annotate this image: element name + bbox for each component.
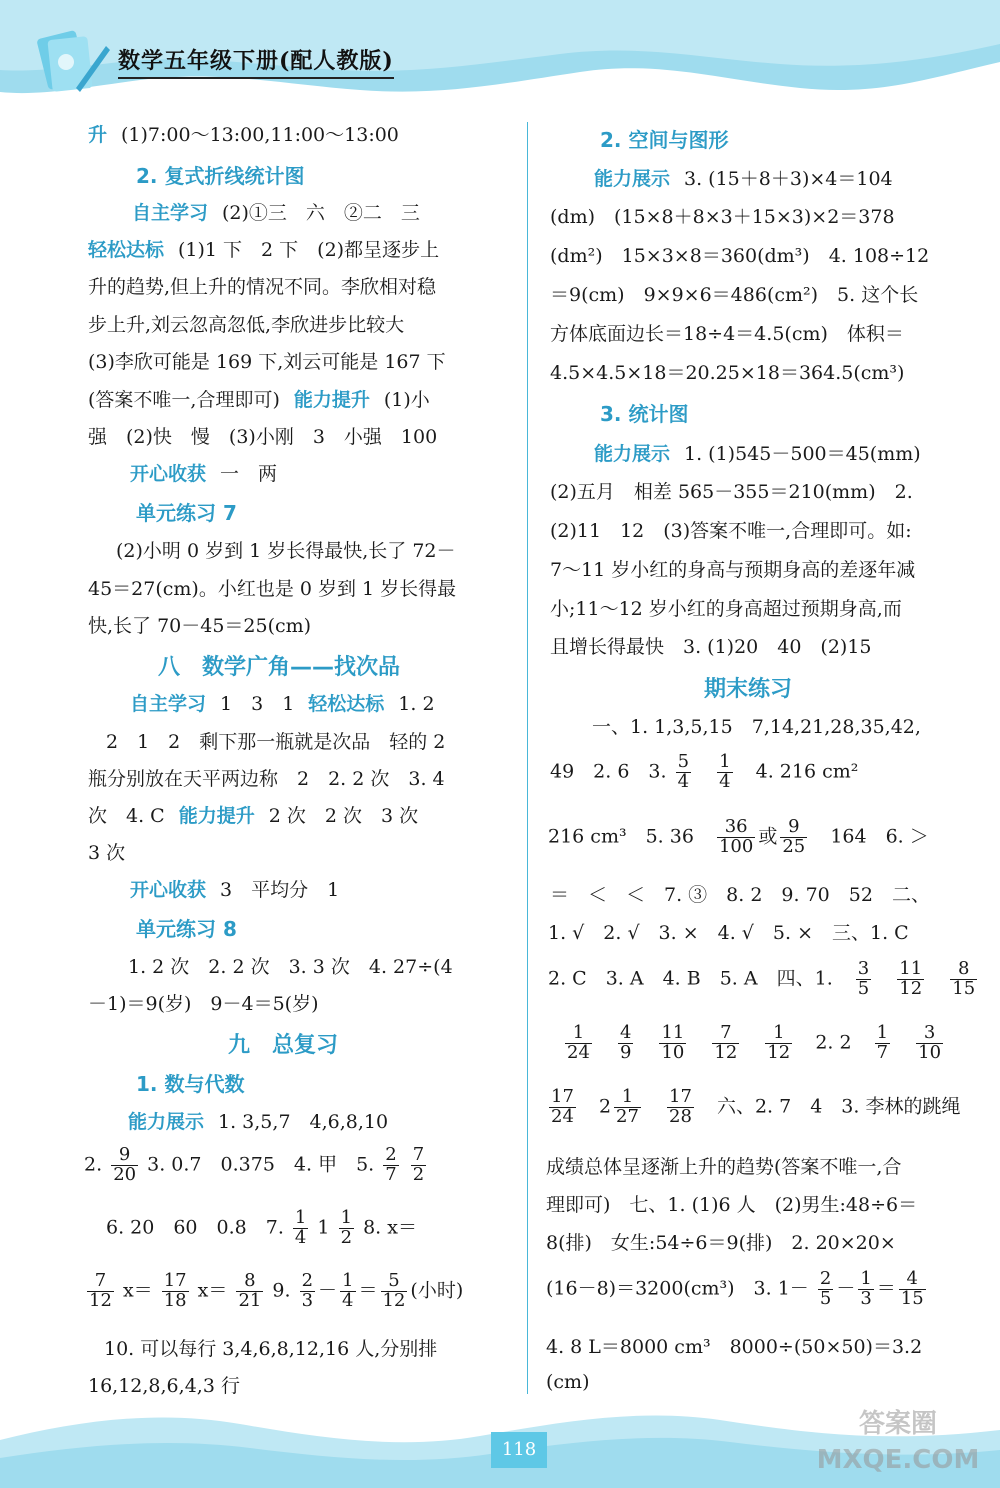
answer-line: 8(排) 女生:54÷6＝9(排) 2. 20×20× (546, 1232, 896, 1254)
answer-line: 6. 20 60 0.8 7. $\frac{1}{4}$ 1 $\frac{1}{2}$ 8. x＝ (106, 1207, 417, 1248)
answer-line: 轻松达标 (1)1 下 2 下 (2)都呈逐步上 (88, 239, 440, 261)
answer-line: 小;11～12 岁小红的身高超过预期身高,而 (550, 598, 902, 620)
column-divider (527, 122, 528, 1394)
answer-line: (2)五月 相差 565－355＝210(mm) 2. (550, 481, 913, 503)
fraction: $\frac{4}{15}$ (900, 1268, 924, 1309)
answer-line: 7～11 岁小红的身高与预期身高的差逐年减 (550, 559, 916, 581)
answer-line: －1)＝9(岁) 9－4＝5(岁) (88, 993, 319, 1015)
answer-line: (2)11 12 (3)答案不唯一,合理即可。如: (550, 520, 912, 542)
answer-line: 49 2. 6 3. $\frac{5}{4}$ $\frac{1}{4}$ 4. 216 cm² (550, 751, 859, 792)
answer-line: $\frac{17}{24}$ 2 $\frac{1}{27}$ $\frac{17}{28}$ 六、2. 7 4 3. 李林的跳绳 (551, 1086, 961, 1127)
section-heading: 2. 复式折线统计图 (136, 164, 305, 188)
answer-line: 45＝27(cm)。小红也是 0 岁到 1 岁长得最 (88, 578, 457, 600)
answer-line: 步上升,刘云忽高忽低,李欣进步比较大 (88, 314, 405, 336)
fraction: $\frac{2}{3}$ (301, 1270, 314, 1311)
answer-line: 16,12,8,6,4,3 行 (88, 1375, 240, 1397)
answer-line: 1. 2 次 2. 2 次 3. 3 次 4. 27÷(4 (128, 956, 453, 978)
book-logo-icon (36, 26, 112, 98)
fraction: $\frac{1}{2}$ (340, 1207, 353, 1248)
answer-line: 快,长了 70－45＝25(cm) (88, 615, 312, 637)
answer-line: 瓶分别放在天平两边称 2 2. 2 次 3. 4 (88, 768, 445, 790)
answer-line: (dm²) 15×3×8＝360(dm³) 4. 108÷12 (550, 245, 930, 267)
answer-line: 方体底面边长＝18÷4＝4.5(cm) 体积＝ (550, 323, 904, 345)
section-heading: 3. 统计图 (600, 402, 689, 426)
fraction: $\frac{9}{20}$ (113, 1144, 137, 1185)
answer-line: (dm) (15×8＋8×3＋15×3)×2＝378 (550, 206, 895, 228)
answer-line: 成绩总体呈逐渐上升的趋势(答案不唯一,合 (546, 1156, 902, 1178)
fraction: $\frac{2}{7}$ (385, 1144, 397, 1185)
fraction: $\frac{8}{21}$ (238, 1270, 262, 1311)
answer-line: $\frac{7}{12}$ x＝ $\frac{17}{18}$ x＝ $\frac{8}{21}$ 9. $\frac{2}{3}$ － $\frac{1}{4}$ ＝ $\frac{5}{12}$ (小时) (89, 1270, 464, 1311)
answer-line: (cm) (546, 1371, 590, 1393)
fraction: $\frac{36}{100}$ (718, 816, 754, 857)
answer-line: 升的趋势,但上升的情况不同。李欣相对稳 (88, 276, 437, 298)
answer-line: 开心收获 3 平均分 1 (130, 879, 340, 901)
section-heading: 1. 数与代数 (136, 1072, 245, 1096)
section-heading: 单元练习 8 (136, 917, 237, 941)
answer-line: 3 次 (88, 842, 126, 864)
fraction: $\frac{7}{2}$ (412, 1144, 425, 1185)
answer-line: 且增长得最快 3. (1)20 40 (2)15 (550, 636, 872, 658)
fraction: $\frac{2}{5}$ (819, 1268, 832, 1309)
answer-line: $\frac{1}{24}$ $\frac{4}{9}$ $\frac{11}{10}$ $\frac{7}{12}$ $\frac{1}{12}$ 2. 2 $\frac{1}{7}$ $\frac{3}{10}$ (567, 1022, 942, 1063)
fraction: $\frac{9}{25}$ (782, 816, 806, 857)
fraction: $\frac{1}{4}$ (342, 1270, 354, 1311)
answer-line: 自主学习 (2)①三 六 ②二 三 (132, 202, 420, 224)
page-number: 118 (491, 1432, 547, 1468)
answer-line: 能力展示 1. (1)545－500＝45(mm) (594, 443, 921, 465)
answer-line: 强 (2)快 慢 (3)小刚 3 小强 100 (88, 426, 438, 448)
answer-line: 开心收获 一 两 (130, 463, 278, 485)
answer-line: 4.5×4.5×18＝20.25×18＝364.5(cm³) (550, 362, 905, 384)
fraction: $\frac{17}{18}$ (163, 1270, 187, 1311)
section-heading: 单元练习 7 (136, 501, 237, 525)
answer-line: 2. C 3. A 4. B 5. A 四、1. $\frac{3}{5}$ $\frac{11}{12}$ $\frac{8}{15}$ (548, 958, 976, 999)
section-heading: 2. 空间与图形 (600, 128, 729, 152)
fraction: $\frac{1}{24}$ (567, 1022, 590, 1063)
chapter-heading: 八 数学广角——找次品 (158, 655, 401, 680)
answer-line: 理即可) 七、1. (1)6 人 (2)男生:48÷6＝ (546, 1194, 918, 1216)
fraction: $\frac{4}{9}$ (619, 1022, 632, 1063)
fraction: $\frac{17}{28}$ (669, 1086, 692, 1127)
answer-line: (16－8)＝3200(cm³) 3. 1－ $\frac{2}{5}$ － $\frac{1}{3}$ ＝ $\frac{4}{15}$ (546, 1268, 924, 1309)
answer-line: 1. √ 2. √ 3. × 4. √ 5. × 三、1. C (548, 922, 909, 944)
answer-line: (2)小明 0 岁到 1 岁长得最快,长了 72－ (116, 540, 456, 562)
answer-line: 10. 可以每行 3,4,6,8,12,16 人,分别排 (104, 1338, 438, 1360)
answer-line: 能力展示 1. 3,5,7 4,6,8,10 (128, 1111, 389, 1133)
fraction: $\frac{5}{4}$ (677, 751, 690, 792)
answer-line: 2 1 2 剩下那一瓶就是次品 轻的 2 (106, 731, 446, 753)
fraction: $\frac{8}{15}$ (952, 958, 976, 999)
answer-line: 2. $\frac{9}{20}$ 3. 0.7 0.375 4. 甲 5. $\frac{2}{7}$ $\frac{7}{2}$ (84, 1144, 425, 1185)
section-heading: 期末练习 (704, 677, 793, 702)
page-header-title: 数学五年级下册(配人教版) (118, 44, 394, 79)
answer-line: 次 4. C 能力提升 2 次 2 次 3 次 (88, 805, 419, 827)
fraction: $\frac{11}{10}$ (661, 1022, 685, 1063)
fraction: $\frac{17}{24}$ (551, 1086, 574, 1127)
fraction: $\frac{3}{10}$ (918, 1022, 942, 1063)
chapter-heading: 九 总复习 (228, 1033, 339, 1058)
fraction: $\frac{11}{12}$ (899, 958, 923, 999)
fraction: $\frac{1}{4}$ (719, 751, 731, 792)
answer-line: 能力展示 3. (15＋8＋3)×4＝104 (594, 168, 893, 190)
answer-line: (3)李欣可能是 169 下,刘云可能是 167 下 (88, 351, 446, 373)
fraction: $\frac{7}{12}$ (89, 1270, 112, 1311)
answer-line: 一、1. 1,3,5,15 7,14,21,28,35,42, (592, 716, 921, 738)
answer-line: 自主学习 1 3 1 轻松达标 1. 2 (130, 693, 435, 715)
answer-line: (答案不唯一,合理即可) 能力提升 (1)小 (88, 389, 430, 411)
fraction: $\frac{1}{12}$ (767, 1022, 791, 1063)
fraction: $\frac{1}{7}$ (876, 1022, 889, 1063)
fraction: $\frac{7}{12}$ (714, 1022, 738, 1063)
fraction: $\frac{1}{27}$ (616, 1086, 639, 1127)
fraction: $\frac{1}{4}$ (294, 1207, 307, 1248)
answer-line: 4. 8 L＝8000 cm³ 8000÷(50×50)＝3.2 (546, 1336, 923, 1358)
watermark-logo: 答案圈 MXQE.COM (816, 1409, 980, 1475)
answer-line: 升 (1)7:00～13:00,11:00～13:00 (88, 124, 399, 146)
answer-line: 216 cm³ 5. 36 $\frac{36}{100}$ 或 $\frac{9}{25}$ 164 6. ＞ (548, 816, 929, 857)
fraction: $\frac{5}{12}$ (382, 1270, 406, 1311)
answer-line: ＝ ＜ ＜ 7. ③ 8. 2 9. 70 52 二、 (550, 884, 930, 906)
fraction: $\frac{1}{3}$ (860, 1268, 872, 1309)
fraction: $\frac{3}{5}$ (857, 958, 870, 999)
answer-line: ＝9(cm) 9×9×6＝486(cm²) 5. 这个长 (550, 284, 919, 306)
